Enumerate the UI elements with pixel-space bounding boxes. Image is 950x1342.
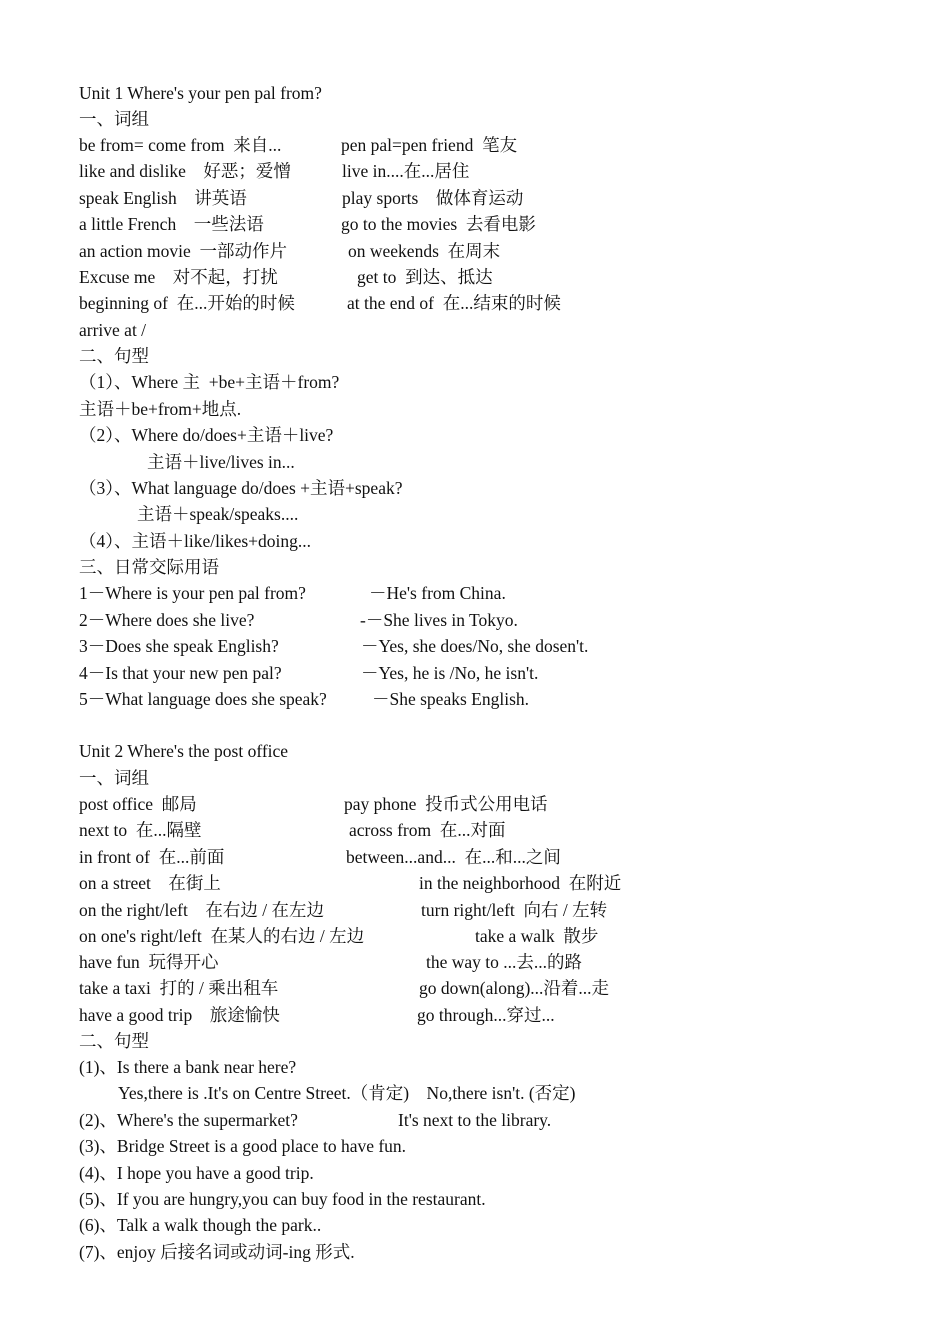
phrase-row bbox=[79, 158, 470, 184]
phrase-row bbox=[79, 185, 524, 211]
dialog-answer: -－She lives in Tokyo. bbox=[360, 610, 518, 630]
sentence-line: (5)、If you are hungry,you can buy food in the restaurant. bbox=[79, 1189, 486, 1209]
sentence-line: (7)、enjoy 后接名词或动词-ing 形式. bbox=[79, 1242, 355, 1262]
pattern-line: 主语＋be+from+地点. bbox=[79, 399, 242, 419]
dialog-question: 5－What language does she speak? bbox=[79, 689, 327, 709]
dialog-row bbox=[79, 633, 589, 659]
pattern-line: （4）、主语＋like/likes+doing... bbox=[79, 531, 312, 551]
phrase-right: take a walk 散步 bbox=[475, 926, 599, 946]
phrase-right: in the neighborhood 在附近 bbox=[419, 873, 622, 893]
phrase-right: pen pal=pen friend 笔友 bbox=[341, 135, 518, 155]
pattern-line: （2）、Where do/does+主语＋live? bbox=[79, 425, 334, 445]
sentence-answer: It's next to the library. bbox=[398, 1110, 552, 1130]
unit2-patterns-heading: 二、句型 bbox=[79, 1031, 149, 1051]
phrase-right: on weekends 在周末 bbox=[348, 241, 501, 261]
phrase-left: in front of 在...前面 bbox=[79, 847, 225, 867]
phrase-left: on a street 在街上 bbox=[79, 873, 221, 893]
phrase-left: on one's right/left 在某人的右边 / 左边 bbox=[79, 926, 365, 946]
phrase-left: like and dislike 好恶；爱憎 bbox=[79, 161, 291, 181]
dialog-answer: －She speaks English. bbox=[372, 689, 530, 709]
phrase-row bbox=[79, 791, 548, 817]
pattern-line: （1）、Where 主 +be+主语＋from? bbox=[79, 372, 340, 392]
dialog-answer: －Yes, he is /No, he isn't. bbox=[361, 663, 539, 683]
pattern-line: 主语＋live/lives in... bbox=[147, 452, 295, 472]
phrase-row bbox=[79, 897, 608, 923]
phrase-row bbox=[79, 923, 599, 949]
unit2-phrases-heading: 一、词组 bbox=[79, 768, 149, 788]
phrase-row bbox=[79, 211, 536, 237]
phrase-left: take a taxi 打的 / 乘出租车 bbox=[79, 978, 279, 998]
unit2-title: Unit 2 Where's the post office bbox=[79, 741, 289, 761]
phrase-row bbox=[79, 132, 518, 158]
phrase-right: live in....在...居住 bbox=[342, 161, 470, 181]
phrase-left: a little French 一些法语 bbox=[79, 214, 264, 234]
phrase-right: the way to ...去...的路 bbox=[426, 952, 583, 972]
unit1-phrases-heading: 一、词组 bbox=[79, 109, 149, 129]
phrase-row bbox=[79, 238, 501, 264]
phrase-right: across from 在...对面 bbox=[349, 820, 506, 840]
phrase-row bbox=[79, 975, 610, 1001]
phrase-left: be from= come from 来自... bbox=[79, 135, 282, 155]
phrase-right: pay phone 投币式公用电话 bbox=[344, 794, 548, 814]
sentence-line: (1)、Is there a bank near here? bbox=[79, 1057, 297, 1077]
phrase-right: go to the movies 去看电影 bbox=[341, 214, 536, 234]
pattern-line: 主语＋speak/speaks.... bbox=[137, 504, 299, 524]
dialog-question: 1－Where is your pen pal from? bbox=[79, 583, 306, 603]
sentence-line: (2)、Where's the supermarket? bbox=[79, 1110, 298, 1130]
phrase-left: speak English 讲英语 bbox=[79, 188, 247, 208]
arrive-line: arrive at / bbox=[79, 320, 147, 340]
sentence-row bbox=[79, 1107, 552, 1133]
phrase-right: at the end of 在...结束的时候 bbox=[347, 293, 561, 313]
phrase-row bbox=[79, 844, 561, 870]
sentence-answer: Yes,there is .It's on Centre Street.（肯定) No,there isn't. (否定) bbox=[118, 1083, 576, 1103]
unit1-title: Unit 1 Where's your pen pal from? bbox=[79, 83, 322, 103]
dialog-question: 4－Is that your new pen pal? bbox=[79, 663, 282, 683]
dialog-question: 3－Does she speak English? bbox=[79, 636, 279, 656]
phrase-row bbox=[79, 870, 622, 896]
sentence-line: (4)、I hope you have a good trip. bbox=[79, 1163, 314, 1183]
phrase-left: Excuse me 对不起，打扰 bbox=[79, 267, 278, 287]
dialog-answer: －He's from China. bbox=[369, 583, 506, 603]
unit1-patterns-heading: 二、句型 bbox=[79, 346, 149, 366]
phrase-right: between...and... 在...和...之间 bbox=[346, 847, 561, 867]
phrase-row bbox=[79, 1002, 555, 1028]
phrase-left: beginning of 在...开始的时候 bbox=[79, 293, 295, 313]
dialog-row bbox=[79, 660, 539, 686]
phrase-right: go through...穿过... bbox=[417, 1005, 555, 1025]
phrase-left: post office 邮局 bbox=[79, 794, 197, 814]
phrase-right: turn right/left 向右 / 左转 bbox=[421, 900, 608, 920]
phrase-row bbox=[79, 949, 583, 975]
sentence-line: (3)、Bridge Street is a good place to have fun. bbox=[79, 1136, 407, 1156]
phrase-right: get to 到达、抵达 bbox=[357, 267, 493, 287]
phrase-right: go down(along)...沿着...走 bbox=[419, 978, 610, 998]
unit1-daily-heading: 三、日常交际用语 bbox=[79, 557, 219, 577]
phrase-left: next to 在...隔壁 bbox=[79, 820, 202, 840]
phrase-right: play sports 做体育运动 bbox=[342, 188, 524, 208]
dialog-question: 2－Where does she live? bbox=[79, 610, 255, 630]
dialog-row bbox=[79, 607, 518, 633]
phrase-left: have a good trip 旅途愉快 bbox=[79, 1005, 280, 1025]
phrase-left: on the right/left 在右边 / 在左边 bbox=[79, 900, 324, 920]
dialog-row bbox=[79, 686, 530, 712]
pattern-line: （3）、What language do/does +主语+speak? bbox=[79, 478, 403, 498]
phrase-row bbox=[79, 817, 506, 843]
phrase-row bbox=[79, 264, 493, 290]
dialog-answer: －Yes, she does/No, she dosen't. bbox=[361, 636, 589, 656]
dialog-row bbox=[79, 580, 506, 606]
phrase-left: an action movie 一部动作片 bbox=[79, 241, 288, 261]
phrase-row bbox=[79, 290, 561, 316]
sentence-line: (6)、Talk a walk though the park.. bbox=[79, 1215, 322, 1235]
phrase-left: have fun 玩得开心 bbox=[79, 952, 219, 972]
